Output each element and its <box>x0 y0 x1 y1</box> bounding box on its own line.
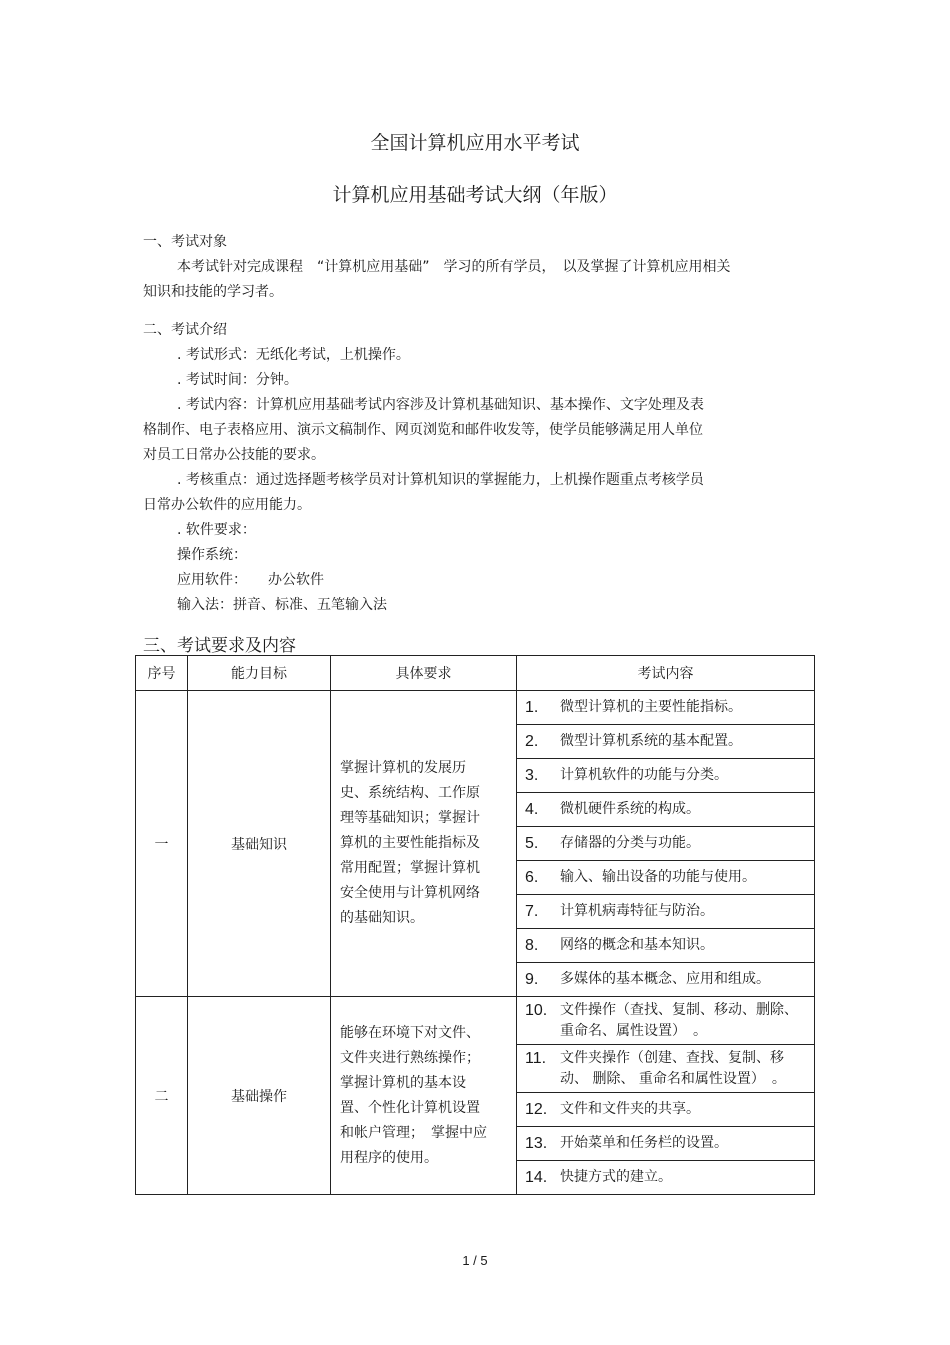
section2-line: 格制作、电子表格应用、演示文稿制作、网页浏览和邮件收发等，使学员能够满足用人单位 <box>143 422 703 438</box>
content-cell <box>517 861 815 895</box>
item-number: 10. <box>525 1001 548 1019</box>
document-subtitle: 计算机应用基础考试大纲（年版） <box>332 184 618 206</box>
content-cell <box>517 997 815 1045</box>
row-ability: 基础知识 <box>188 691 331 997</box>
item-number: 4. <box>525 801 539 818</box>
item-number: 12. <box>525 1101 548 1118</box>
content-cell <box>517 929 815 963</box>
item-text: 微型计算机的主要性能指标。 <box>560 699 742 715</box>
requirement-line: 能够在环境下对文件、 <box>340 1024 480 1041</box>
requirement-line: 置、个性化计算机设置 <box>340 1099 480 1116</box>
section1-heading: 一、考试对象 <box>143 234 227 250</box>
table-header-row <box>136 656 815 691</box>
item-text: 多媒体的基本概念、应用和组成。 <box>560 971 770 987</box>
content-cell <box>517 1045 815 1093</box>
section2-heading: 二、考试介绍 <box>143 322 227 338</box>
item-text: 文件和文件夹的共享。 <box>560 1101 700 1117</box>
item-text: 文件夹操作（创建、查找、复制、移动、 删除、 重命名和属性设置） 。 <box>560 1049 786 1087</box>
content-cell <box>517 691 815 725</box>
requirement-line: 的基础知识。 <box>340 910 424 926</box>
item-text: 计算机软件的功能与分类。 <box>560 767 728 783</box>
content-cell <box>517 759 815 793</box>
table-row <box>136 997 815 1045</box>
item-number: 8. <box>525 937 539 954</box>
content-cell <box>517 1127 815 1161</box>
item-text: 文件操作（查找、复制、移动、删除、重命名、属性设置） 。 <box>560 1001 798 1039</box>
item-text: 微机硬件系统的构成。 <box>560 801 700 817</box>
item-number: 1. <box>525 699 539 716</box>
section2-line: . 考核重点：通过选择题考核学员对计算机知识的掌握能力，上机操作题重点考核学员 <box>177 472 704 488</box>
content-cell <box>517 1161 815 1195</box>
column-header: 序号 <box>136 656 188 691</box>
section2-line: 对员工日常办公技能的要求。 <box>143 447 325 463</box>
item-number: 3. <box>525 767 539 784</box>
section2-line: 操作系统： <box>177 547 247 563</box>
section2-line: 输入法：拼音、标准、五笔输入法 <box>177 597 387 613</box>
requirement-line: 算机的主要性能指标及 <box>340 835 480 851</box>
item-number: 6. <box>525 869 539 886</box>
section2-line: . 考试形式：无纸化考试，上机操作。 <box>177 347 410 363</box>
row-index: 二 <box>136 997 188 1195</box>
page-number: 1 / 5 <box>462 1253 488 1268</box>
section2-line: . 软件要求： <box>177 522 256 538</box>
table-row <box>136 691 815 725</box>
requirement-line: 和帐户管理； 掌握中应 <box>340 1124 487 1141</box>
row-requirement <box>331 691 517 997</box>
column-header: 具体要求 <box>331 656 517 691</box>
row-requirement <box>331 997 517 1195</box>
item-text: 开始菜单和任务栏的设置。 <box>560 1135 728 1151</box>
row-index: 一 <box>136 691 188 997</box>
section2-line: . 考试时间：分钟。 <box>177 372 298 388</box>
item-number: 9. <box>525 971 539 988</box>
item-number: 13. <box>525 1135 548 1152</box>
requirement-line: 掌握计算机的发展历 <box>340 760 466 776</box>
requirement-line: 文件夹进行熟练操作； <box>340 1049 480 1066</box>
item-text: 网络的概念和基本知识。 <box>560 937 714 953</box>
item-text: 输入、输出设备的功能与使用。 <box>560 869 756 885</box>
section2-line: 日常办公软件的应用能力。 <box>143 497 311 513</box>
item-text: 微型计算机系统的基本配置。 <box>560 733 742 749</box>
section3-heading: 三、考试要求及内容 <box>143 636 296 656</box>
item-text: 计算机病毒特征与防治。 <box>560 903 714 919</box>
section2-line: 应用软件： 办公软件 <box>177 572 324 588</box>
item-number: 7. <box>525 903 539 920</box>
content-cell <box>517 725 815 759</box>
row-ability: 基础操作 <box>188 997 331 1195</box>
requirement-line: 常用配置；掌握计算机 <box>340 860 480 876</box>
requirements-table <box>135 655 815 1195</box>
item-text: 快捷方式的建立。 <box>560 1169 672 1185</box>
item-number: 5. <box>525 835 539 852</box>
section1-paragraph-line: 知识和技能的学习者。 <box>143 284 283 300</box>
item-number: 11. <box>525 1049 547 1067</box>
column-header: 考试内容 <box>517 656 815 691</box>
requirement-line: 用程序的使用。 <box>340 1149 438 1166</box>
section1-paragraph-line: 本考试针对完成课程 “计算机应用基础” 学习的所有学员， 以及掌握了计算机应用相关 <box>177 259 731 275</box>
item-number: 14. <box>525 1169 548 1186</box>
content-cell <box>517 1093 815 1127</box>
requirement-line: 掌握计算机的基本设 <box>340 1074 466 1091</box>
item-text: 存储器的分类与功能。 <box>560 835 700 851</box>
content-cell <box>517 827 815 861</box>
column-header: 能力目标 <box>188 656 331 691</box>
document-title: 全国计算机应用水平考试 <box>370 132 580 154</box>
content-cell <box>517 895 815 929</box>
requirement-line: 史、系统结构、工作原 <box>340 785 480 801</box>
requirement-line: 安全使用与计算机网络 <box>340 885 480 901</box>
content-cell <box>517 793 815 827</box>
section2-line: . 考试内容：计算机应用基础考试内容涉及计算机基础知识、基本操作、文字处理及表 <box>177 397 704 413</box>
item-number: 2. <box>525 733 539 750</box>
requirement-line: 理等基础知识；掌握计 <box>340 810 480 826</box>
content-cell <box>517 963 815 997</box>
